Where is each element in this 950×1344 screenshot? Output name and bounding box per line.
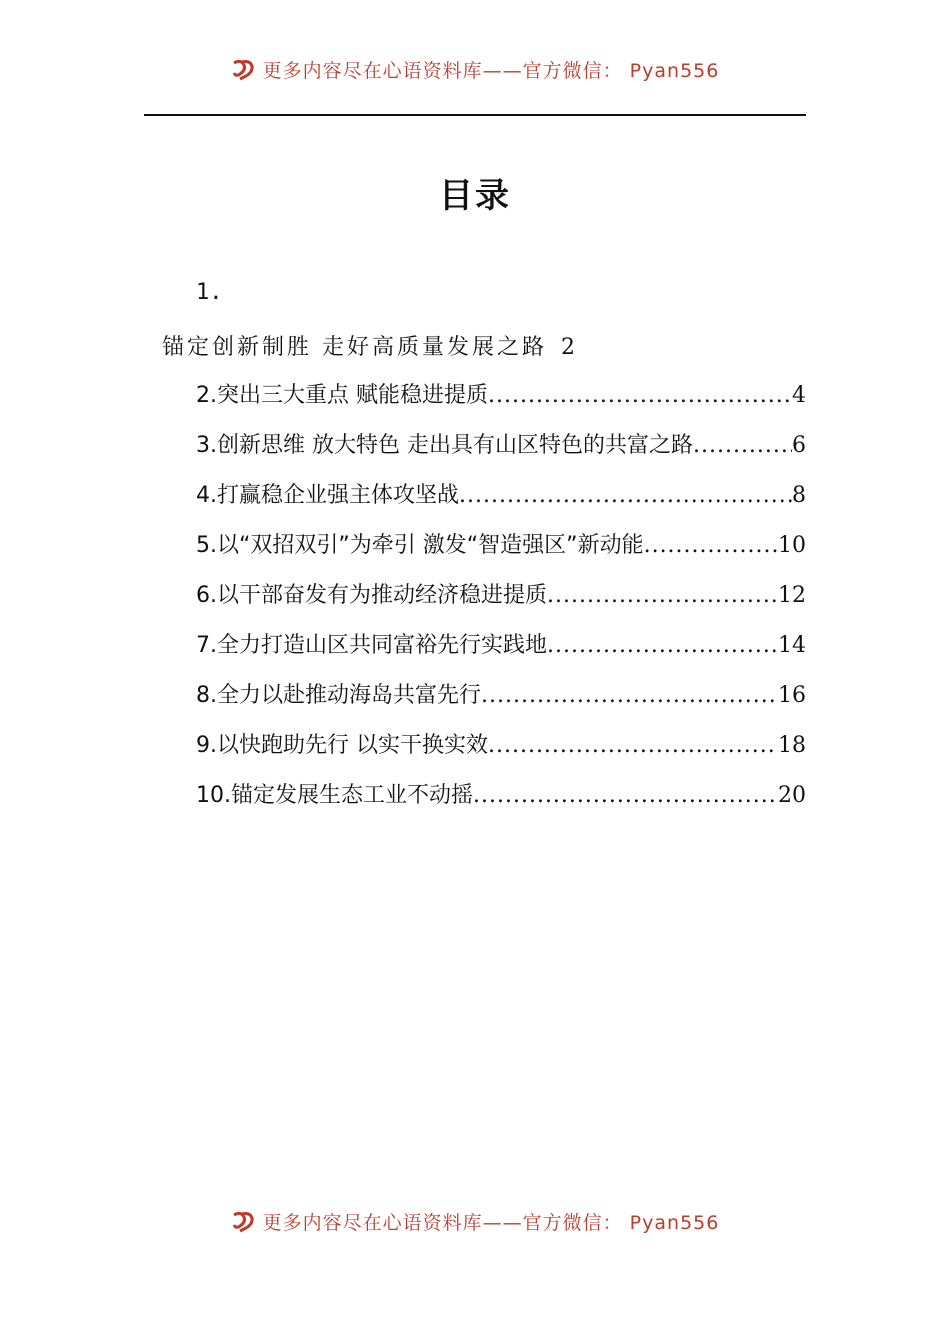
toc-leader-dots xyxy=(481,683,778,708)
toc-item-title: 9.以快跑助先行 以实干换实效 xyxy=(196,733,488,758)
toc-leader-dots xyxy=(693,433,792,458)
footer-banner xyxy=(0,1206,950,1236)
toc-leader-dots xyxy=(547,583,778,608)
toc-item-title: 10.锚定发展生态工业不动摇 xyxy=(196,783,473,808)
toc-item-title: 4.打赢稳企业强主体攻坚战 xyxy=(196,483,459,508)
toc-item-8[interactable] xyxy=(196,678,806,712)
toc-item-1-page: 2 xyxy=(561,335,575,360)
toc-leader-dots xyxy=(488,733,778,758)
toc-item-page: 10 xyxy=(778,533,806,558)
toc-item-5[interactable] xyxy=(196,528,806,562)
toc-leader-dots xyxy=(473,783,778,808)
toc-item-title: 7.全力打造山区共同富裕先行实践地 xyxy=(196,633,547,658)
brand-logo-icon xyxy=(231,57,255,81)
toc-item-page: 4 xyxy=(792,383,806,408)
page-title: 目录 xyxy=(439,176,511,216)
toc-leader-dots xyxy=(644,533,778,558)
toc-item-1[interactable] xyxy=(162,330,575,361)
toc-item-page: 6 xyxy=(792,433,806,458)
header-banner-text: 更多内容尽在心语资料库——官方微信： Pyan556 xyxy=(262,59,720,82)
toc-item-9[interactable] xyxy=(196,728,806,762)
toc-item-1-title: 锚定创新制胜 走好高质量发展之路 xyxy=(162,335,547,360)
header-divider xyxy=(144,114,806,116)
toc-item-10[interactable] xyxy=(196,778,806,812)
toc-item-title: 2.突出三大重点 赋能稳进提质 xyxy=(196,383,488,408)
toc-item-4[interactable] xyxy=(196,478,806,512)
toc-item-page: 18 xyxy=(778,733,806,758)
toc-item-title: 3.创新思维 放大特色 走出具有山区特色的共富之路 xyxy=(196,433,693,458)
toc-item-page: 14 xyxy=(778,633,806,658)
footer-banner-text: 更多内容尽在心语资料库——官方微信： Pyan556 xyxy=(262,1211,720,1234)
toc-item-title: 5.以“双招双引”为牵引 激发“智造强区”新动能 xyxy=(196,533,644,558)
toc-item-page: 20 xyxy=(778,783,806,808)
toc-leader-dots xyxy=(459,483,792,508)
toc-item-page: 12 xyxy=(778,583,806,608)
brand-logo-icon xyxy=(231,1209,255,1233)
toc-item-3[interactable] xyxy=(196,428,806,462)
toc-item-2[interactable] xyxy=(196,378,806,412)
toc-item-1-number: 1. xyxy=(196,280,223,305)
toc-item-page: 16 xyxy=(778,683,806,708)
header-banner xyxy=(0,54,950,84)
toc-leader-dots xyxy=(488,383,792,408)
toc-item-title: 6.以干部奋发有为推动经济稳进提质 xyxy=(196,583,547,608)
toc-leader-dots xyxy=(547,633,778,658)
toc-item-6[interactable] xyxy=(196,578,806,612)
toc-item-7[interactable] xyxy=(196,628,806,662)
toc-item-page: 8 xyxy=(792,483,806,508)
toc-item-title: 8.全力以赴推动海岛共富先行 xyxy=(196,683,481,708)
